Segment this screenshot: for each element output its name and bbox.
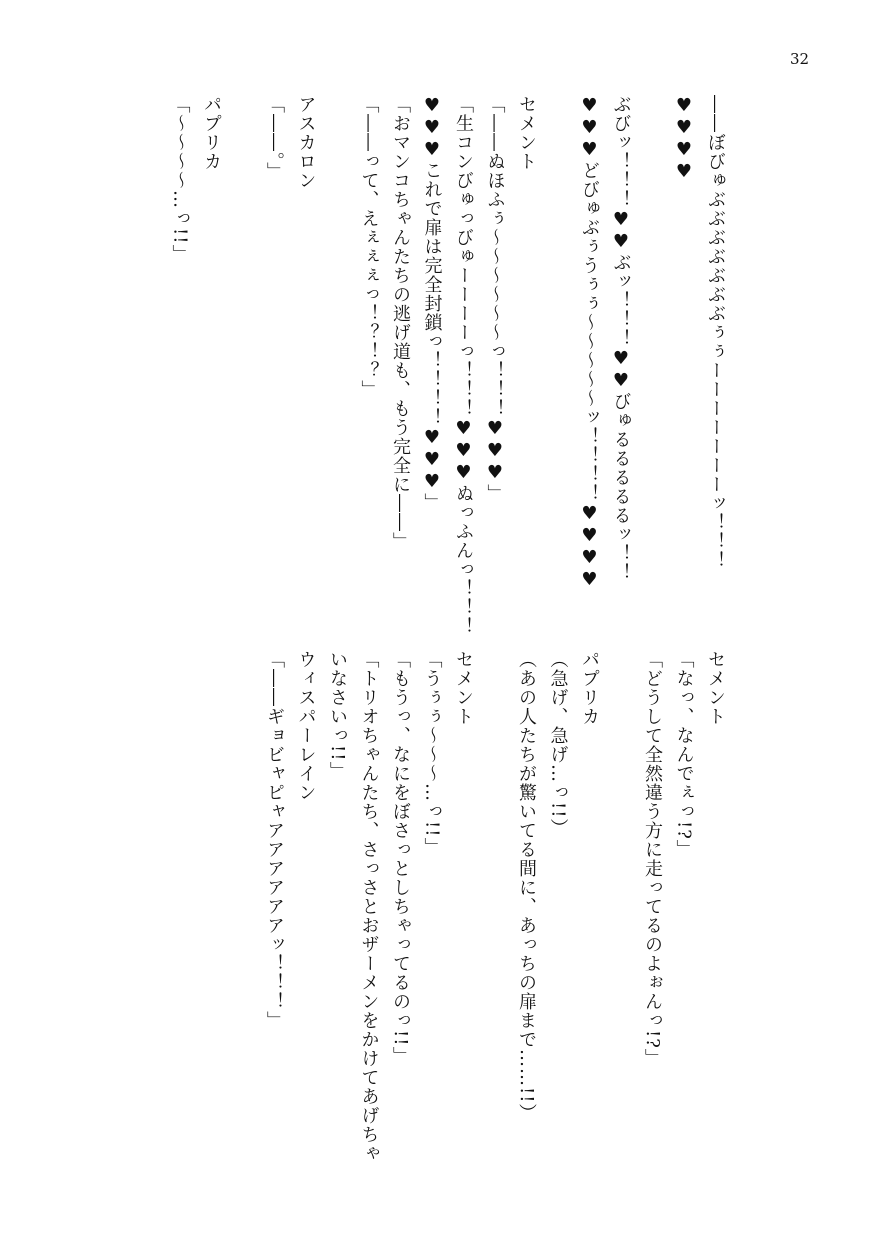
text-line: パプリカ bbox=[201, 95, 222, 171]
text-line: アスカロン bbox=[295, 95, 317, 190]
text-line: パプリカ bbox=[579, 650, 600, 726]
text-line: ♥♥♥これで扉は完全封鎖っ！！！！♥♥♥」 bbox=[421, 95, 443, 512]
text-line: 「もうっ、なにをぼさっとしちゃってるのっ!!」 bbox=[390, 650, 411, 1066]
blank-line bbox=[479, 650, 511, 1190]
text-line: ――ぼびゅぶぶぶぶぶぶぶぅぅーーーーーーーッ！！！ bbox=[705, 95, 726, 570]
text-line: 「うぅぅ〜〜〜…っ!!」 bbox=[421, 650, 443, 857]
text-line: （あの人たちが驚いてる間に、あっちの扉まで……!!） bbox=[516, 650, 537, 1123]
text-line: ぶびッ！！！♥♥ぶッ！！！♥♥びゅるるるるるッ！！ bbox=[610, 95, 632, 582]
text-line: 「――ぬほふぅ〜〜〜〜〜〜っ！！！♥♥♥」 bbox=[484, 95, 506, 503]
blank-line bbox=[227, 95, 259, 615]
text-line: セメント bbox=[453, 650, 474, 726]
text-line: ♥♥♥♥ bbox=[673, 95, 695, 183]
text-block-bottom bbox=[259, 650, 732, 1190]
text-line: ウィスパーレイン bbox=[295, 650, 317, 802]
blank-line bbox=[637, 95, 669, 615]
text-line: 「――ギョビャピャアアアアアアッ！！！」 bbox=[264, 650, 285, 1030]
text-block-top bbox=[164, 95, 731, 636]
text-line: 「〜〜〜〜…っ!!」 bbox=[169, 95, 191, 264]
text-line: 「おマンコちゃんたちの逃げ道も、もう完全に――」 bbox=[390, 95, 411, 551]
text-line: セメント bbox=[516, 95, 537, 171]
blank-line bbox=[542, 95, 574, 615]
text-line: セメント bbox=[705, 650, 726, 726]
text-line: 「生コンびゅっびゅーーーーっ！！！♥♥♥ぬっふんっ！！！ bbox=[453, 95, 474, 636]
text-line: 「――。」 bbox=[264, 95, 285, 181]
text-line: 「トリオちゃんたち、さっさとおザーメンをかけてあげちゃ bbox=[358, 650, 380, 1163]
text-line: 「――って、えぇぇぇっ！？！？」 bbox=[358, 95, 380, 399]
text-line: （急げ、急げ…っ!!） bbox=[547, 650, 569, 838]
blank-line bbox=[605, 650, 637, 1190]
text-line: 「どうして全然違う方に走ってるのよぉんっ!?」 bbox=[642, 650, 663, 1068]
text-line: 「なっ、なんでぇっ!?」 bbox=[673, 650, 695, 859]
blank-line bbox=[322, 95, 354, 615]
text-line: ♥♥♥どびゅぶぅうぅぅ〜〜〜〜〜ッ！！！！♥♥♥♥ bbox=[579, 95, 600, 591]
page-number: 32 bbox=[790, 50, 810, 68]
text-line: いなさいっ!!」 bbox=[327, 650, 348, 781]
